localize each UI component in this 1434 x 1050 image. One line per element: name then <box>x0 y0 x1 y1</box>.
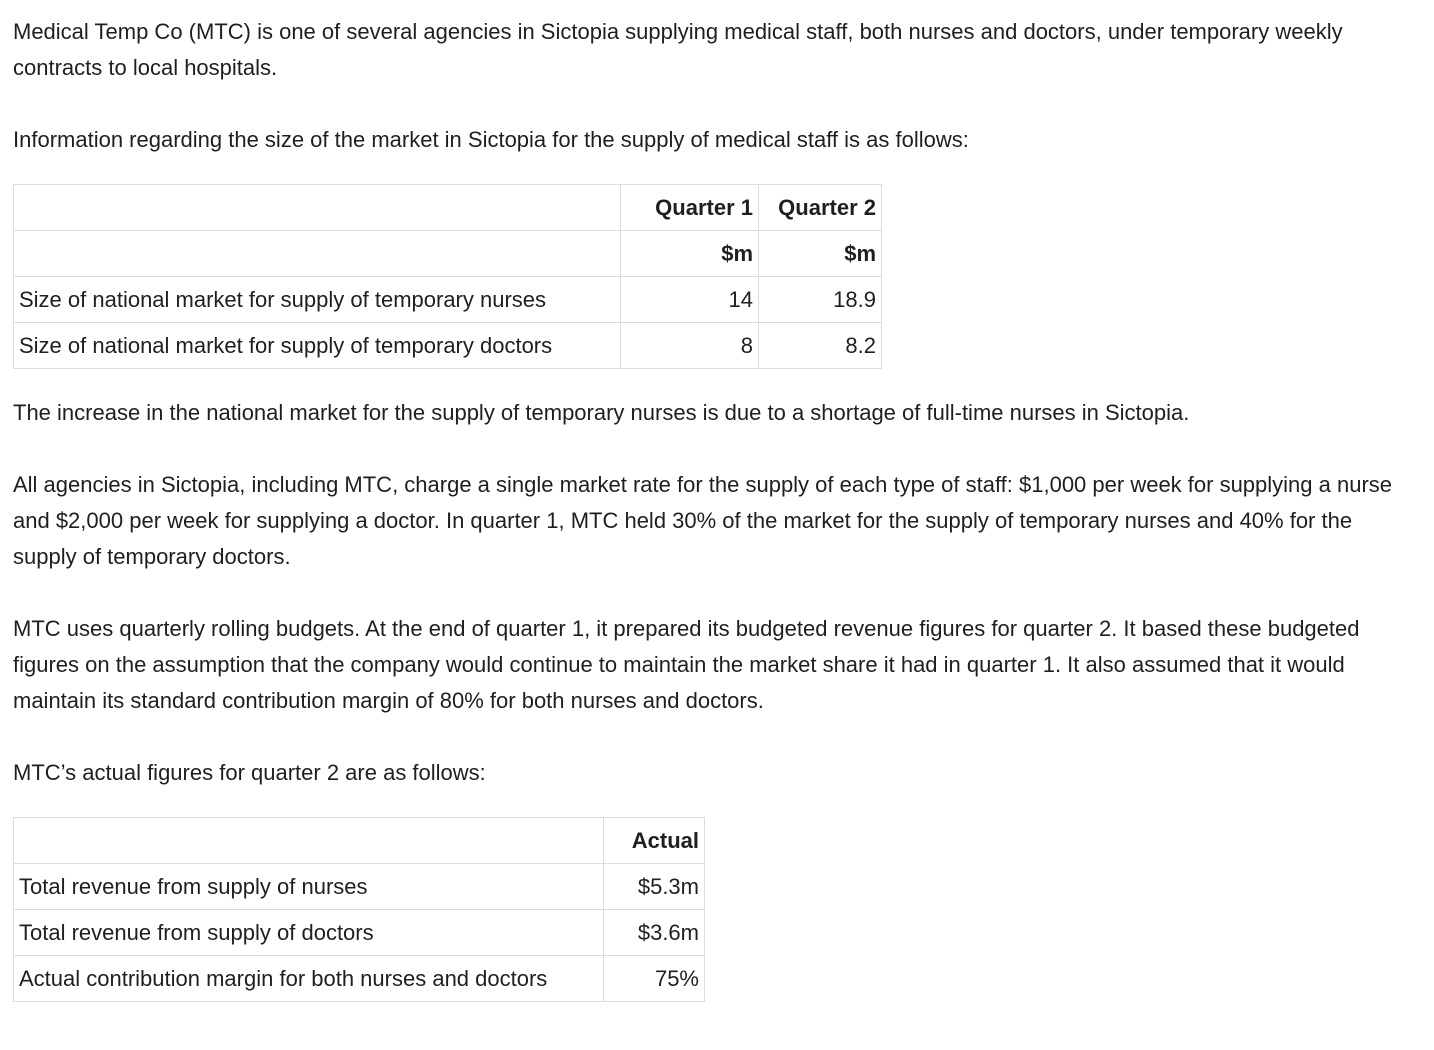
table-header-row <box>14 185 882 231</box>
row-label: Size of national market for supply of temporary doctors <box>14 323 621 369</box>
row-label: Size of national market for supply of temporary nurses <box>14 277 621 323</box>
table-row <box>14 956 705 1002</box>
table-units-row <box>14 231 882 277</box>
row-value-q1: 14 <box>621 277 759 323</box>
row-value: 75% <box>604 956 705 1002</box>
table-header-row <box>14 818 705 864</box>
row-value: $5.3m <box>604 864 705 910</box>
actual-figures-table <box>13 817 705 1002</box>
units-cell-quarter-1: $m <box>621 231 759 277</box>
budgets-paragraph: MTC uses quarterly rolling budgets. At the end of quarter 1, it prepared its budgeted revenue figures for quarter 2. It based these budgeted figures on the assumption that the company would continue to maintain the market share it had in quarter 1. It also assumed that it would maintain its standard contribution margin of 80% for both nurses and doctors. <box>13 616 1360 713</box>
header-cell <box>14 818 604 864</box>
intro-paragraph: Medical Temp Co (MTC) is one of several agencies in Sictopia supplying medical staff, both nurses and doctors, under temporary weekly contracts to local hospitals. <box>13 19 1343 80</box>
header-cell-actual: Actual <box>604 818 705 864</box>
market-info-paragraph: Information regarding the size of the market in Sictopia for the supply of medical staff is as follows: <box>13 127 969 152</box>
increase-paragraph: The increase in the national market for the supply of temporary nurses is due to a shortage of full-time nurses in Sictopia. <box>13 400 1190 425</box>
row-label: Actual contribution margin for both nurses and doctors <box>14 956 604 1002</box>
table-row <box>14 277 882 323</box>
row-value: $3.6m <box>604 910 705 956</box>
row-label: Total revenue from supply of doctors <box>14 910 604 956</box>
units-cell <box>14 231 621 277</box>
market-size-table <box>13 184 882 369</box>
table-row <box>14 910 705 956</box>
header-cell-quarter-2: Quarter 2 <box>759 185 882 231</box>
header-cell-quarter-1: Quarter 1 <box>621 185 759 231</box>
units-cell-quarter-2: $m <box>759 231 882 277</box>
table-row <box>14 864 705 910</box>
row-label: Total revenue from supply of nurses <box>14 864 604 910</box>
header-cell <box>14 185 621 231</box>
row-value-q2: 18.9 <box>759 277 882 323</box>
table-row <box>14 323 882 369</box>
rates-paragraph: All agencies in Sictopia, including MTC, charge a single market rate for the supply of each type of staff: $1,000 per week for supplying a nurse and $2,000 per week for supplying a doctor. In quarter 1, MTC held 30% of the market for the supply of temporary nurses and 40% for the supply of temporary doctors. <box>13 472 1393 569</box>
actual-intro-paragraph: MTC’s actual figures for quarter 2 are as follows: <box>13 760 486 785</box>
row-value-q1: 8 <box>621 323 759 369</box>
row-value-q2: 8.2 <box>759 323 882 369</box>
